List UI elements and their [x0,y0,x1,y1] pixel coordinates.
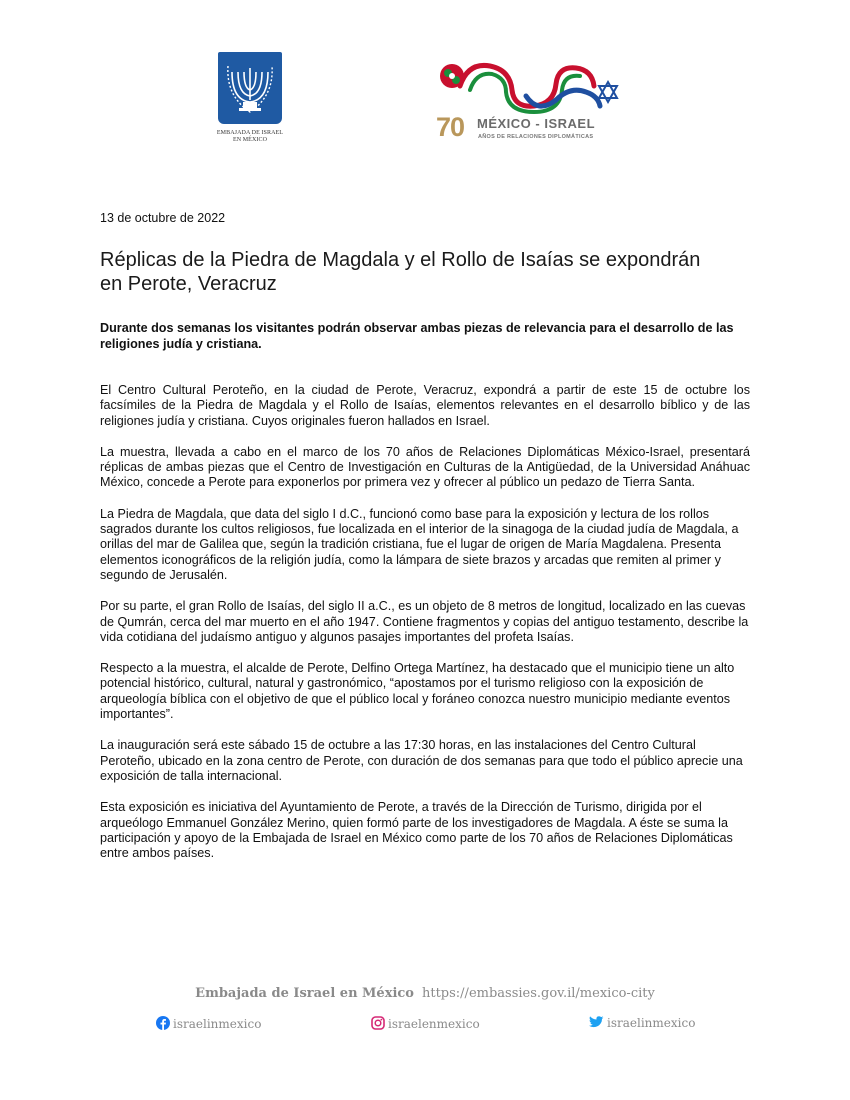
paragraph: Por su parte, el gran Rollo de Isaías, del siglo II a.C., es un objeto de 8 metros de longitud, localizado en las cuevas de Qumrán, cerca del mar muerto en el año 1947. Contiene fragmentos y copias del antiguo testamento, describe la vida cotidiana del judaísmo antiguo y algunos pasajes importantes del profeta Isaías. [100,599,749,644]
facebook-handle: israelinmexico [173,1017,262,1031]
logo-subtitle: AÑOS DE RELACIONES DIPLOMÁTICAS [478,134,594,140]
paragraph: La inauguración será este sábado 15 de octubre a las 17:30 horas, en las instalaciones del Centro Cultural Peroteño, ubicado en la zona centro de Perote, con duración de dos semanas para que todo el público aprecie una exposición de talla internacional. [100,738,743,783]
instagram-handle: israelenmexico [388,1017,480,1031]
twitter-bird-icon [589,1016,604,1029]
logo-name: MÉXICO - ISRAEL [477,116,596,131]
embassy-emblem [208,52,292,144]
paragraph: La muestra, llevada a cabo en el marco de los 70 años de Relaciones Diplomáticas México-Israel, presentará réplicas de ambas piezas que el Centro de Investigación en Culturas de la Antigüedad, de la Universidad Anáhuac México, concede a Perote para exponerlos por primera vez y ofrecer al público un pedazo de Tierra Santa. [100,444,750,490]
logo-number: 70 [436,112,465,142]
footer-contact-line [0,986,850,1001]
footer-org: Embajada de Israel en México [195,986,414,1001]
article-body [100,383,750,877]
emblem-caption-line2: EN MÉXICO [232,137,268,143]
instagram-link[interactable] [371,1016,480,1031]
ribbon-logo-icon [430,56,630,114]
emblem-caption-line1: EMBAJADA DE ISRAEL [216,130,284,136]
paragraph: Esta exposición es iniciativa del Ayuntamiento de Perote, a través de la Dirección de Turismo, dirigida por el arqueólogo Emmanuel González Merino, quien formó parte de los investigadores de Magdala. A éste se suma la participación y apoyo de la Embajada de Israel en México como parte de los 70 años de Relaciones Diplomáticas entre ambos países. [100,800,733,861]
menorah-emblem-icon [218,52,282,124]
page-title: Réplicas de la Piedra de Magdala y el Rollo de Isaías se expondrán en Perote, Veracruz [100,249,701,295]
footer-url-link[interactable]: https://embassies.gov.il/mexico-city [421,986,655,1001]
emblem-caption [208,130,292,144]
footer [0,986,850,1001]
paragraph: La Piedra de Magdala, que data del siglo I d.C., funcionó como base para la exposición y lectura de los rollos sagrados durante los cultos religiosos, fue localizada en el interior de la sinagoga de la ciudad judía de Magdala, a orillas del mar de Galilea que, según la tradición cristiana, fue el lugar de origen de María Magdalena. Presenta elementos iconográficos de la religión judía, como la lámpara de siete brazos y arcadas que remiten al primer y segundo de Jerusalén. [100,506,739,582]
paragraph: El Centro Cultural Peroteño, en la ciudad de Perote, Veracruz, expondrá a partir de este 15 de octubre los facsímiles de la Piedra de Magdala y el Rollo de Isaías, elementos relevantes en el desarrollo bíblico y de las religiones judía y cristiana. Cuyos originales fueron hallados en Israel. [100,383,750,428]
mexico-israel-70-logo [430,56,630,148]
facebook-link[interactable] [156,1016,261,1031]
paragraph: Respecto a la muestra, el alcalde de Perote, Delfino Ortega Martínez, ha destacado que el municipio tiene un alto potencial histórico, cultural, natural y gastronómico, “apostamos por el turismo religioso con la exposición de arqueología bíblica con el objetivo de que el público local y foráneo conozca nuestro municipio mediante eventos importantes”. [100,661,735,722]
twitter-handle: israelinmexico [607,1016,696,1030]
instagram-icon [371,1016,385,1030]
page-subtitle: Durante dos semanas los visitantes podrán observar ambas piezas de relevancia para el desarrollo de las religiones judía y cristiana. [100,321,734,351]
facebook-icon [156,1016,170,1030]
press-date: 13 de octubre de 2022 [100,211,226,225]
twitter-link[interactable] [589,1016,695,1030]
